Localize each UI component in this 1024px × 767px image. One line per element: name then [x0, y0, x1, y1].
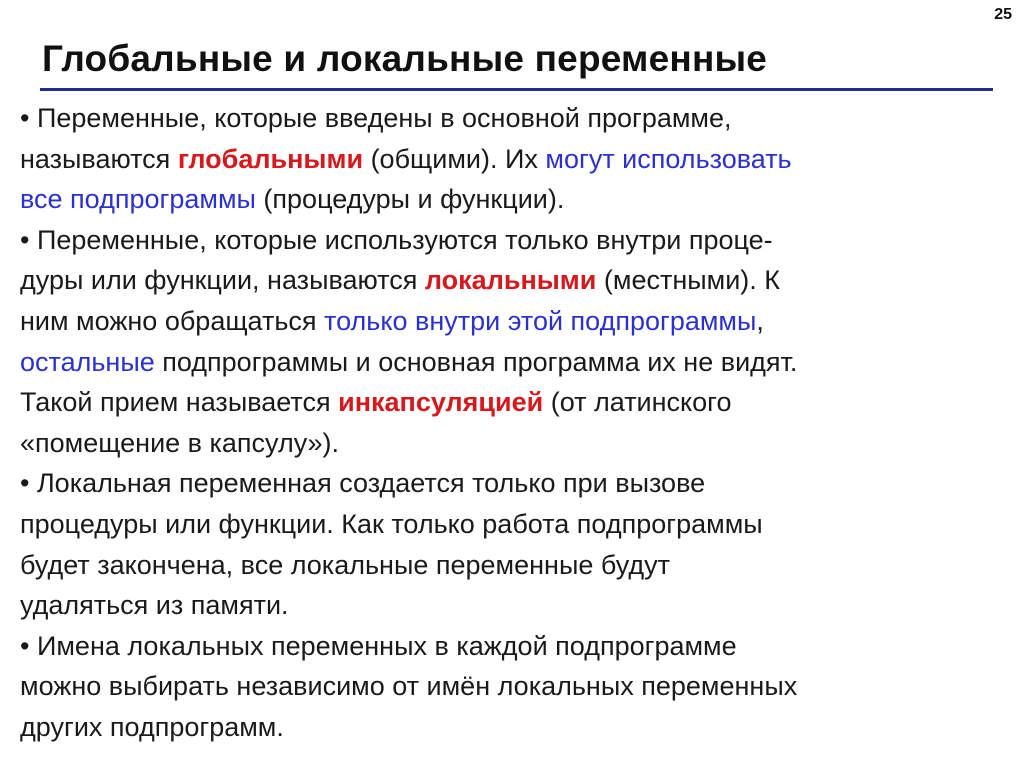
slide-body	[20, 98, 1010, 748]
body-line-11: процедуры или функции. Как только работа подпрограммы	[20, 508, 763, 539]
page-number: 25	[994, 6, 1012, 23]
body-line-6: ним можно обращаться только внутри этой подпрограммы,	[20, 305, 764, 336]
body-line-4: • Переменные, которые используются только внутри проце-	[20, 224, 773, 255]
body-line-14: • Имена локальных переменных в каждой подпрограмме	[20, 630, 737, 661]
body-line-7: остальные подпрограммы и основная программа их не видят.	[20, 346, 798, 377]
phrase-all-subprograms: все подпрограммы	[20, 184, 256, 215]
body-line-1: • Переменные, которые введены в основной программе,	[20, 103, 732, 133]
body-line-9: «помещение в капсулу»).	[20, 427, 340, 458]
slide-title: Глобальные и локальные переменные	[42, 38, 768, 79]
term-global: глобальными	[177, 143, 364, 174]
body-line-13: удаляться из памяти.	[20, 590, 289, 621]
body-line-3: все подпрограммы (процедуры и функции).	[20, 184, 565, 215]
phrase-others: остальные	[20, 346, 155, 377]
body-line-15: можно выбирать независимо от имён локальных переменных	[20, 671, 798, 702]
body-line-5: дуры или функции, называются локальными (местными). К	[20, 265, 781, 296]
body-line-10: • Локальная переменная создается только при вызове	[20, 468, 706, 499]
title-underline	[40, 88, 993, 91]
body-line-2: называются глобальными (общими). Их могут использовать	[20, 143, 792, 174]
body-line-8: Такой прием называется инкапсуляцией (от латинского	[20, 387, 732, 418]
phrase-can-use: могут использовать	[545, 143, 792, 174]
body-line-16: других подпрограмм.	[20, 711, 284, 742]
phrase-only-inside: только внутри этой подпрограммы	[324, 305, 757, 336]
body-line-12: будет закончена, все локальные переменные будут	[20, 549, 670, 580]
term-local: локальными	[424, 265, 597, 296]
term-encapsulation: инкапсуляцией	[338, 387, 544, 418]
